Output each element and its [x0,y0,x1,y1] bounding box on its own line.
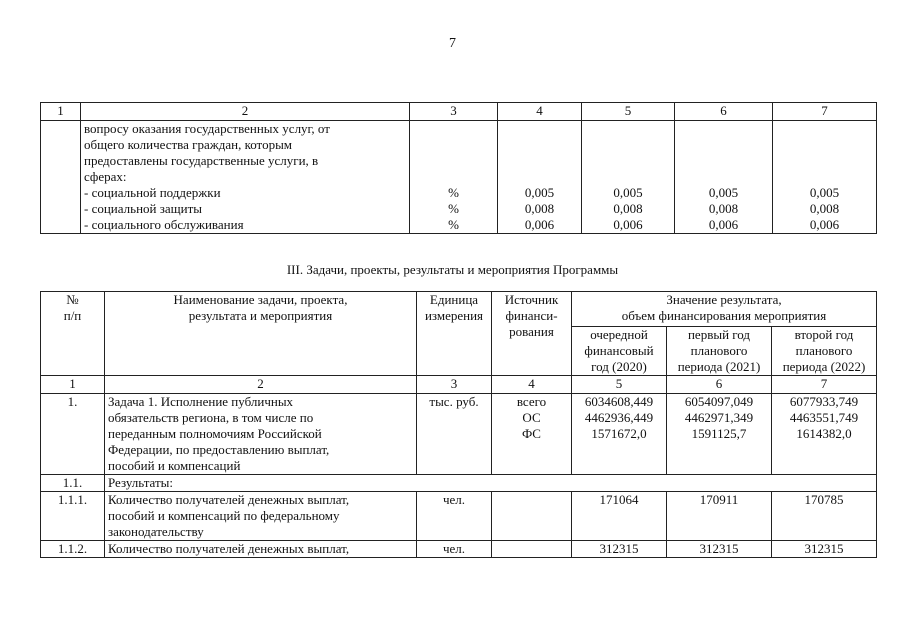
header-text: Источник [504,292,559,307]
row-source [492,492,572,541]
col-num-7: 7 [773,103,877,121]
col-num-3: 3 [410,103,498,121]
header-text: планового [795,343,853,358]
value: 0,008 [708,201,739,216]
value: 0,005 [708,185,739,200]
row-y1: 171064 [572,492,667,541]
header-text: второй год [794,327,854,342]
table-row [41,492,877,541]
header-num [41,292,105,376]
value: 0,006 [613,217,643,232]
value: 6034608,449 [584,394,654,409]
cell-empty [41,121,81,234]
header-year-1 [572,327,667,376]
row-y3: 312315 [772,541,877,558]
value: 4462971,349 [684,410,754,425]
row-num: 1.1.2. [41,541,105,558]
name-line: Количество получателей денежных выплат, [108,541,350,556]
name-line: пособий и компенсаций по федеральному [108,508,340,523]
col-num-2: 2 [81,103,410,121]
source: ФС [522,426,541,441]
col-num-4: 4 [498,103,582,121]
row-y2: 312315 [667,541,772,558]
header-unit [417,292,492,376]
value: 4463551,749 [789,410,859,425]
value: 0,006 [708,217,739,232]
value: 0,008 [524,201,555,216]
header-year-3 [772,327,877,376]
col-num-6: 6 [675,103,773,121]
col-num-4: 4 [492,376,572,394]
col-num-1: 1 [41,103,81,121]
indicator-table [40,102,877,234]
value-cell [582,121,675,234]
row-source [492,541,572,558]
value: 0,008 [809,201,840,216]
col-num-3: 3 [417,376,492,394]
header-text: периода (2022) [782,359,866,374]
unit: % [448,185,459,200]
header-text: результата и мероприятия [188,308,333,323]
table-header-row [41,103,877,121]
task-y2 [667,394,772,475]
results-label: Результаты: [105,475,877,492]
name-line: Задача 1. Исполнение публичных [108,394,294,409]
name-line: Федерации, по предоставлению выплат, [108,442,330,457]
row-y2: 170911 [667,492,772,541]
value-cell [773,121,877,234]
row-y3: 170785 [772,492,877,541]
program-tasks-table [40,291,877,558]
row-y1: 312315 [572,541,667,558]
value: 4462936,449 [584,410,654,425]
task-y1 [572,394,667,475]
header-text: финансовый [584,343,654,358]
row-name [105,492,417,541]
header-text: рования [509,324,554,339]
value: 0,005 [613,185,643,200]
header-text: Наименование задачи, проекта, [173,292,348,307]
unit-cell [410,121,498,234]
row-name [105,541,417,558]
col-num-7: 7 [772,376,877,394]
value: 6054097,049 [684,394,754,409]
name-line: пособий и компенсаций [108,458,241,473]
value-cell [675,121,773,234]
header-name [105,292,417,376]
desc-line: вопросу оказания государственных услуг, от [84,121,330,136]
section-heading: III. Задачи, проекты, результаты и мероприятия Программы [286,262,619,277]
header-text: финанси- [505,308,558,323]
value: 6077933,749 [789,394,859,409]
col-num-6: 6 [667,376,772,394]
header-text: периода (2021) [677,359,761,374]
header-source [492,292,572,376]
header-text: Единица [429,292,479,307]
desc-line: общего количества граждан, которым [84,137,293,152]
task-sources [492,394,572,475]
name-line: законодательству [108,524,204,539]
results-num: 1.1. [41,475,105,492]
unit: % [448,217,459,232]
value: 1591125,7 [691,426,747,441]
row-label: - социальной поддержки [84,185,221,200]
header-text: планового [690,343,748,358]
header-text: № [66,292,79,307]
unit: % [448,201,459,216]
indicator-description [81,121,410,234]
value: 0,008 [613,201,643,216]
name-line: обязательств региона, в том числе по [108,410,314,425]
value-cell [498,121,582,234]
value: 1614382,0 [796,426,852,441]
task-num: 1. [41,394,105,475]
name-line: Количество получателей денежных выплат, [108,492,350,507]
value: 0,006 [809,217,840,232]
value: 0,006 [524,217,555,232]
header-row-1 [41,292,877,327]
table-row [41,475,877,492]
value: 0,005 [809,185,840,200]
source: ОС [522,410,541,425]
column-number-row [41,376,877,394]
col-num-5: 5 [582,103,675,121]
desc-line: сферах: [84,169,127,184]
table-row [41,121,877,234]
page-number: 7 [449,36,456,51]
col-num-5: 5 [572,376,667,394]
task-y3 [772,394,877,475]
header-value [572,292,877,327]
row-unit: чел. [417,492,492,541]
header-text: объем финансирования мероприятия [621,308,827,323]
desc-line: предоставлены государственные услуги, в [84,153,319,168]
col-num-2: 2 [105,376,417,394]
header-text: первый год [687,327,751,342]
row-num: 1.1.1. [41,492,105,541]
name-line: переданным полномочиям Российской [108,426,322,441]
row-label: - социальной защиты [84,201,203,216]
header-year-2 [667,327,772,376]
task-unit: тыс. руб. [417,394,492,475]
table-row [41,541,877,558]
table-row [41,394,877,475]
header-text: измерения [424,308,484,323]
row-unit: чел. [417,541,492,558]
row-label: - социального обслуживания [84,217,244,232]
header-text: год (2020) [591,359,647,374]
value: 1571672,0 [591,426,647,441]
header-text: очередной [590,327,648,342]
task-name [105,394,417,475]
col-num-1: 1 [41,376,105,394]
value: 0,005 [524,185,555,200]
source: всего [516,394,547,409]
header-text: п/п [63,308,82,323]
header-text: Значение результата, [666,292,782,307]
